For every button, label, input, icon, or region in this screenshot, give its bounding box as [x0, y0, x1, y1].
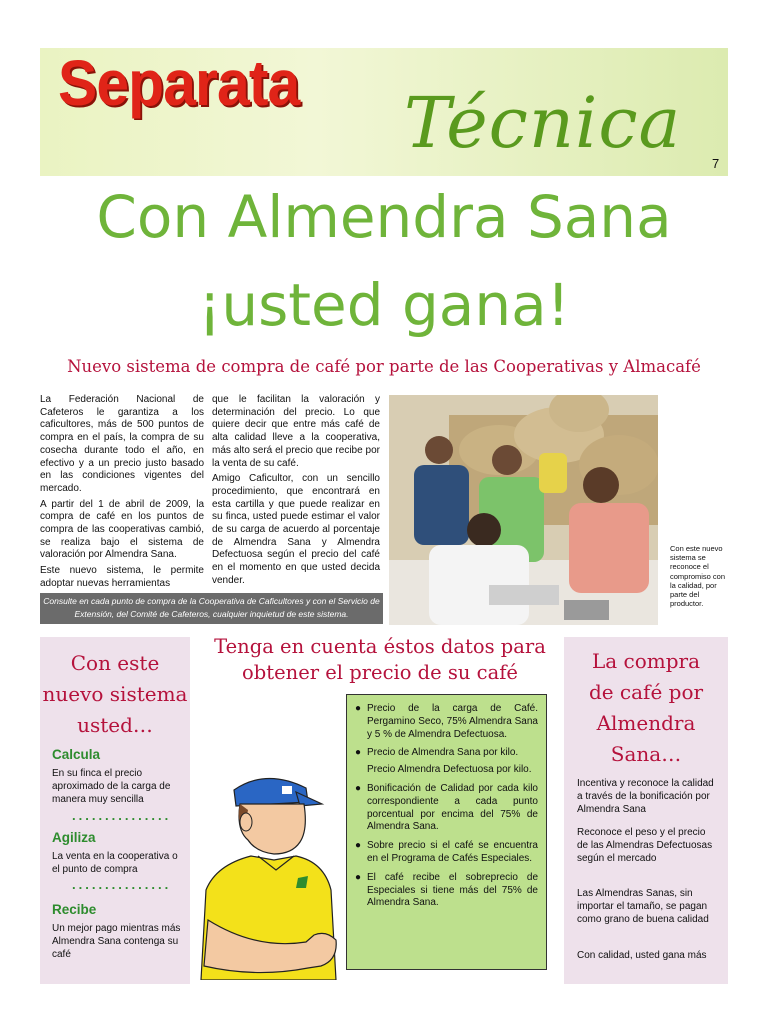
heading-line: Con este — [70, 651, 160, 675]
section-text-calcula: En su finca el precio aproximado de la carga de manera muy sencilla — [52, 768, 171, 805]
heading-line: obtener el precio de su café — [242, 661, 518, 684]
section-text-recibe: Un mejor pago mientras más Almendra Sana contenga su café — [52, 923, 181, 960]
purchase-paragraph: Con calidad, usted gana más — [577, 950, 707, 961]
list-item-text: El café recibe el sobreprecio de Especiales si tiene más del 75% de Almendra Sana. — [367, 871, 538, 909]
list-item — [355, 764, 538, 777]
list-item — [355, 747, 538, 760]
list-item-text: Precio de Almendra Sana por kilo. — [367, 747, 519, 759]
price-data-heading — [200, 634, 560, 686]
paragraph: A partir del 1 de abril de 2009, la compra de café en los puntos de compra de las cooperativas cambió, se realiza bajo el sistema de valoración por Almendra Sana. — [40, 498, 204, 561]
list-item — [355, 783, 538, 834]
list-item — [355, 872, 538, 910]
paragraph: Este nuevo sistema, le permite adoptar nuevas herramientas — [40, 565, 204, 589]
article-column-2 — [212, 394, 380, 591]
photo-illustration — [389, 395, 658, 625]
paragraph: que le facilitan la valoración y determinación del precio. Lo que quiere decir que entre más café de alta calidad lleve a la cooperativa, más alto será el precio que recibe por la venta de su café. — [212, 394, 380, 469]
article-column-1 — [40, 394, 204, 594]
purchase-paragraph: Incentiva y reconoce la calidad a través de la bonificación por Almendra Sana — [577, 778, 714, 815]
bullet-icon: ● — [355, 871, 362, 883]
masthead-title: Separata — [58, 47, 300, 119]
subtitle: Nuevo sistema de compra de café por parte de las Cooperativas y Almacafé — [67, 357, 701, 376]
list-item — [355, 840, 538, 866]
headline-line-1: Con Almendra Sana — [96, 183, 672, 251]
list-item-text: Sobre precio si el café se encuentra en el Programa de Cafés Especiales. — [367, 840, 538, 864]
bullet-icon: ● — [355, 747, 362, 759]
heading-line: de café por — [588, 680, 704, 704]
list-item-text: Bonificación de Calidad por cada kilo correspondiente a cada punto porcentual por encima del 75% de Almendra Sana. — [367, 782, 538, 833]
masthead-subtitle: Técnica — [404, 82, 682, 164]
page-number: 7 — [712, 156, 720, 171]
farmer-illustration — [196, 770, 346, 980]
bullet-icon: ● — [355, 840, 362, 852]
list-item-text: Precio de la carga de Café. Pergamino Seco, 75% Almendra Sana y 5 % de Almendra Defectuosa. — [367, 703, 538, 740]
dotted-divider: ............... — [72, 808, 172, 823]
heading-line: Almendra — [596, 711, 696, 735]
headline-line-2: ¡usted gana! — [198, 271, 570, 339]
benefits-heading — [40, 648, 190, 741]
purchase-paragraph: Reconoce el peso y el precio de las Almendras Defectuosas según el mercado — [577, 827, 713, 864]
section-title-recibe: Recibe — [52, 902, 97, 917]
heading-line: usted… — [77, 713, 153, 737]
photo-caption: Con este nuevo sistema se reconoce el compromiso con la calidad, por parte del productor. — [670, 544, 726, 609]
section-title-agiliza: Agiliza — [52, 830, 96, 845]
section-title-calcula: Calcula — [52, 747, 101, 762]
heading-line: Tenga en cuenta éstos datos para — [214, 635, 546, 658]
coffee-purchase-photo — [389, 395, 658, 625]
list-item-text: Precio Almendra Defectuosa por kilo. — [367, 764, 532, 776]
bullet-icon: ● — [355, 782, 362, 794]
dotted-divider: ............... — [72, 877, 172, 892]
paragraph: Amigo Caficultor, con un sencillo procedimiento, que encontrará en esta cartilla y que puede realizar en su finca, usted puede estimar el valor de su carga de acuerdo al porcentaje de Almendra Sana y Almendra Defectuosa según el precio del café en el momento en que usted decida vender. — [212, 473, 380, 586]
list-item — [355, 703, 538, 741]
notice-banner: Consulte en cada punto de compra de la Cooperativa de Caficultores y con el Servicio de Extensión, del Comité de Cafeteros, cualquier inquietud de este sistema. — [40, 593, 383, 624]
price-factors-list — [347, 695, 546, 910]
heading-line: Sana… — [610, 742, 682, 766]
purchase-benefits-heading — [564, 646, 728, 770]
purchase-paragraph: Las Almendras Sanas, sin importar el tamaño, se pagan como grano de buena calidad — [577, 888, 709, 925]
bullet-icon: ● — [355, 703, 362, 714]
paragraph: La Federación Nacional de Cafeteros le garantiza a los caficultores, más de 500 puntos de compra en el país, la compra de su cosecha durante todo el año, en efectivo y a un precio justo basado en las condiciones vigentes del mercado. — [40, 394, 204, 494]
heading-line: nuevo sistema — [42, 682, 188, 706]
price-factors-box — [346, 694, 547, 970]
section-text-agiliza: La venta en la cooperativa o el punto de compra — [52, 851, 178, 875]
heading-line: La compra — [591, 649, 701, 673]
